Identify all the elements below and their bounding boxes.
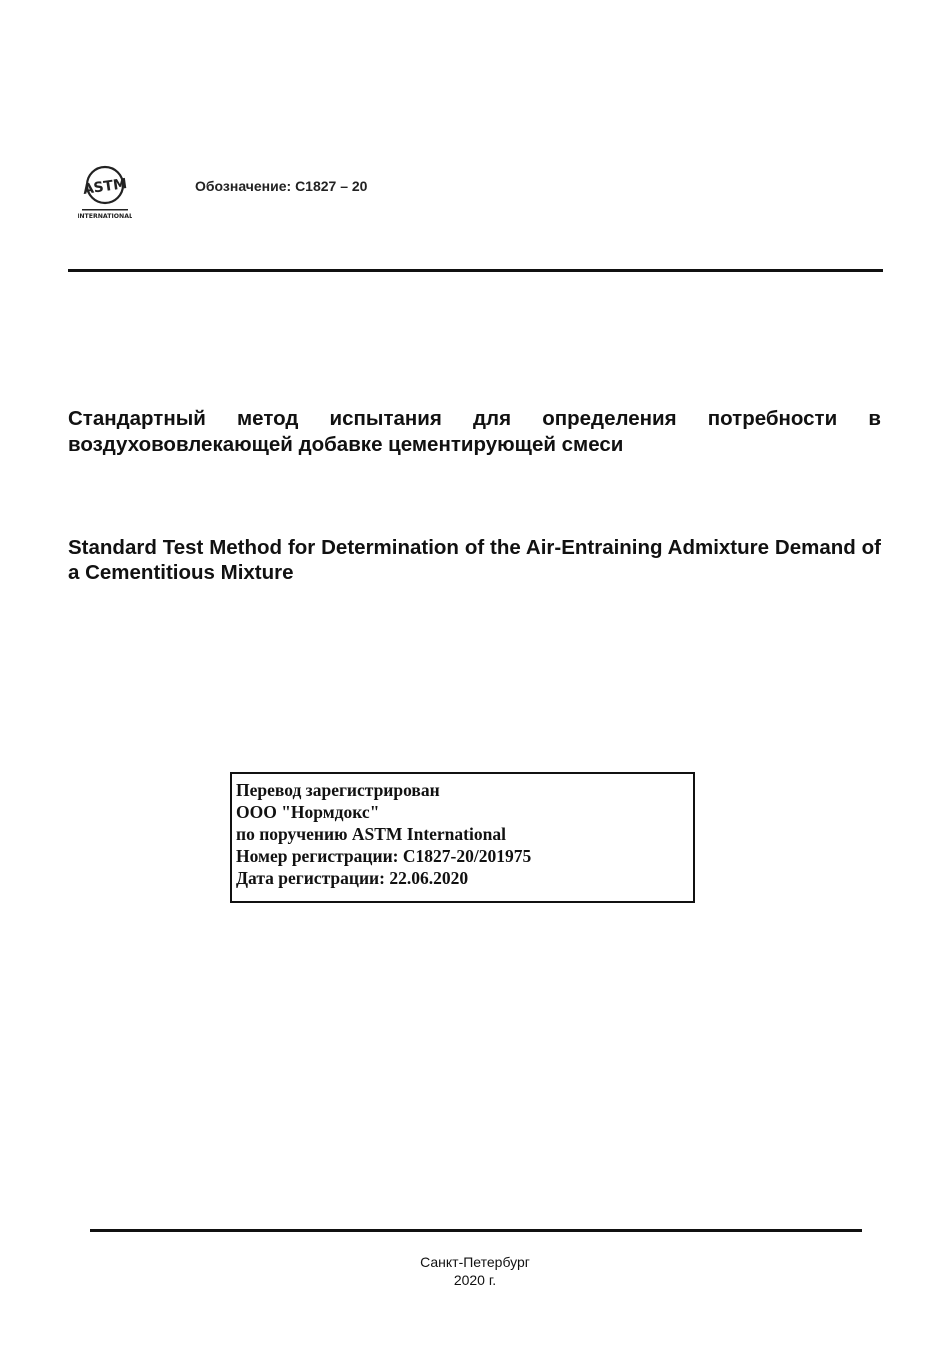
astm-logo-subtitle: INTERNATIONAL (78, 213, 132, 220)
registration-line: ООО "Нормдокс" (236, 802, 380, 822)
publication-city: Санкт-Петербург (420, 1254, 530, 1270)
publication-year: 2020 г. (453, 1272, 497, 1288)
astm-logo-icon (78, 163, 132, 223)
registration-line: по поручению ASTM International (236, 824, 506, 844)
title-russian: Стандартный метод испытания для определения потребности в воздухововлекающей добавке цементирующей смеси (68, 407, 881, 456)
footer-divider (90, 1229, 862, 1232)
astm-logo-letters: ASTM (81, 175, 129, 199)
header-divider (68, 269, 883, 272)
title-english: Standard Test Method for Determination of the Air-Entraining Admixture Demand of a Cementitious Mixture (68, 536, 881, 584)
registration-line: Номер регистрации: C1827-20/201975 (236, 846, 532, 866)
registration-line: Дата регистрации: 22.06.2020 (236, 868, 469, 888)
registration-line: Перевод зарегистрирован (236, 780, 440, 800)
publication-place (0, 1253, 950, 1289)
registration-box (230, 772, 695, 903)
document-designation: Обозначение: C1827 – 20 (195, 178, 368, 194)
